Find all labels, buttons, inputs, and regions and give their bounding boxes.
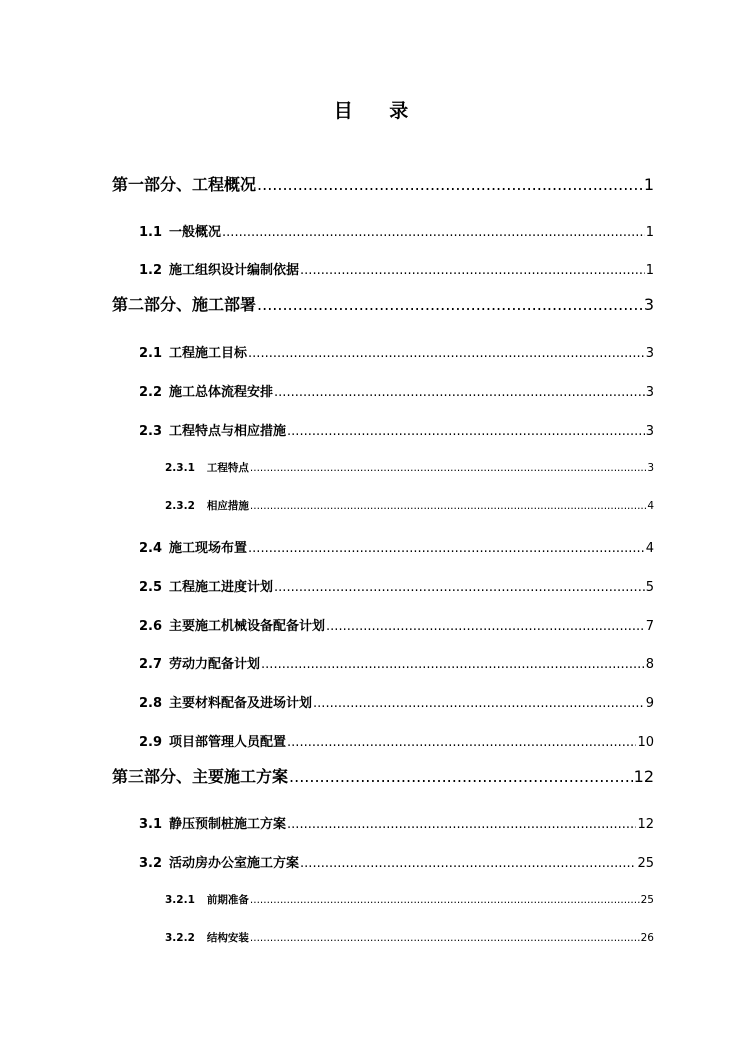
toc-entry-page: 1 <box>645 225 654 240</box>
toc-entry-page: 3 <box>645 385 654 400</box>
toc-dot-leader <box>274 580 645 595</box>
toc-entry-title: 工程施工目标 <box>169 346 248 361</box>
toc-entry-page: 3 <box>643 295 654 314</box>
toc-entry-page: 25 <box>637 856 654 871</box>
toc-dot-leader <box>250 500 646 512</box>
toc-entry-title: 结构安装 <box>206 932 249 944</box>
toc-dot-leader <box>287 817 636 832</box>
toc-entry-number: 2.2 <box>139 385 163 400</box>
toc-entry-2-1[interactable] <box>139 342 654 361</box>
toc-entry-title: 活动房办公室施工方案 <box>169 856 300 871</box>
toc-entry-1-1[interactable] <box>139 221 654 240</box>
toc-entry-part-1[interactable] <box>112 172 654 195</box>
toc-entry-page: 9 <box>645 696 654 711</box>
toc-dot-leader <box>257 295 643 314</box>
toc-entry-number: 2.3.2 <box>165 500 195 512</box>
toc-entry-number: 2.6 <box>139 619 163 634</box>
toc-dot-leader <box>248 346 645 361</box>
toc-entry-title: 一般概况 <box>169 225 222 240</box>
toc-entry-page: 12 <box>633 767 654 786</box>
toc-entry-title: 工程特点与相应措施 <box>169 424 287 439</box>
toc-title: 目 录 <box>333 100 411 122</box>
toc-entry-page: 1 <box>643 175 654 194</box>
toc-entry-title: 主要施工机械设备配备计划 <box>169 619 326 634</box>
toc-entry-title: 施工现场布置 <box>169 541 248 556</box>
toc-entry-page: 12 <box>637 817 654 832</box>
toc-entry-page: 26 <box>640 932 654 944</box>
toc-entry-2-7[interactable] <box>139 653 654 672</box>
toc-entry-page: 10 <box>637 735 654 750</box>
toc-entry-2-8[interactable] <box>139 692 654 711</box>
toc-entry-page: 25 <box>640 894 654 906</box>
toc-entry-page: 8 <box>645 657 654 672</box>
toc-entry-2-3-2[interactable] <box>165 498 654 513</box>
toc-dot-leader <box>287 424 645 439</box>
toc-entry-title: 劳动力配备计划 <box>169 657 261 672</box>
toc-entry-page: 3 <box>647 462 654 474</box>
toc-entry-number: 3.2 <box>139 856 163 871</box>
toc-dot-leader <box>274 385 645 400</box>
toc-entry-number: 2.7 <box>139 657 163 672</box>
toc-entry-3-1[interactable] <box>139 813 654 832</box>
toc-dot-leader <box>250 932 640 944</box>
toc-dot-leader <box>250 894 640 906</box>
toc-entry-number: 3.1 <box>139 817 163 832</box>
toc-entry-3-2[interactable] <box>139 852 654 871</box>
toc-entry-title: 施工组织设计编制依据 <box>169 263 300 278</box>
toc-entry-title: 静压预制桩施工方案 <box>169 817 287 832</box>
toc-entry-number: 2.3.1 <box>165 462 195 474</box>
toc-entry-title: 相应措施 <box>206 500 249 512</box>
toc-dot-leader <box>289 767 633 786</box>
toc-entry-number: 2.5 <box>139 580 163 595</box>
toc-dot-leader <box>300 856 636 871</box>
toc-entry-page: 4 <box>647 500 654 512</box>
toc-dot-leader <box>250 462 646 474</box>
toc-entry-title: 第三部分、主要施工方案 <box>112 767 289 786</box>
toc-entry-number: 3.2.2 <box>165 932 195 944</box>
toc-entry-3-2-1[interactable] <box>165 892 654 907</box>
toc-entry-title: 项目部管理人员配置 <box>169 735 287 750</box>
toc-entry-page: 1 <box>645 263 654 278</box>
toc-entry-2-3-1[interactable] <box>165 460 654 475</box>
toc-entry-2-9[interactable] <box>139 731 654 750</box>
toc-entry-title: 施工总体流程安排 <box>169 385 274 400</box>
toc-dot-leader <box>248 541 645 556</box>
toc-entry-title: 工程特点 <box>206 462 249 474</box>
toc-entry-number: 2.8 <box>139 696 163 711</box>
toc-entry-part-2[interactable] <box>112 292 654 315</box>
toc-entry-page: 3 <box>645 346 654 361</box>
toc-dot-leader <box>326 619 645 634</box>
toc-dot-leader <box>300 263 645 278</box>
toc-entry-page: 5 <box>645 580 654 595</box>
toc-entry-number: 2.3 <box>139 424 163 439</box>
toc-entry-number: 3.2.1 <box>165 894 195 906</box>
toc-entry-title: 第二部分、施工部署 <box>112 295 257 314</box>
toc-dot-leader <box>261 657 645 672</box>
toc-entry-title: 工程施工进度计划 <box>169 580 274 595</box>
toc-entry-number: 2.9 <box>139 735 163 750</box>
toc-entry-title: 主要材料配备及进场计划 <box>169 696 313 711</box>
toc-entry-page: 3 <box>645 424 654 439</box>
toc-entry-title: 前期准备 <box>206 894 249 906</box>
toc-entry-2-3[interactable] <box>139 420 654 439</box>
toc-dot-leader <box>257 175 643 194</box>
toc-entry-page: 7 <box>645 619 654 634</box>
toc-entry-2-6[interactable] <box>139 615 654 634</box>
toc-entry-2-2[interactable] <box>139 381 654 400</box>
toc-entry-number: 1.1 <box>139 225 163 240</box>
toc-dot-leader <box>287 735 636 750</box>
toc-entry-3-2-2[interactable] <box>165 930 654 945</box>
toc-entry-number: 2.4 <box>139 541 163 556</box>
toc-entry-2-5[interactable] <box>139 576 654 595</box>
toc-entry-title: 第一部分、工程概况 <box>112 175 257 194</box>
toc-entry-number: 2.1 <box>139 346 163 361</box>
toc-entry-part-3[interactable] <box>112 764 654 787</box>
toc-entry-2-4[interactable] <box>139 537 654 556</box>
toc-dot-leader <box>222 225 645 240</box>
toc-entry-page: 4 <box>645 541 654 556</box>
toc-dot-leader <box>313 696 645 711</box>
toc-entry-number: 1.2 <box>139 263 163 278</box>
toc-entry-1-2[interactable] <box>139 259 654 278</box>
